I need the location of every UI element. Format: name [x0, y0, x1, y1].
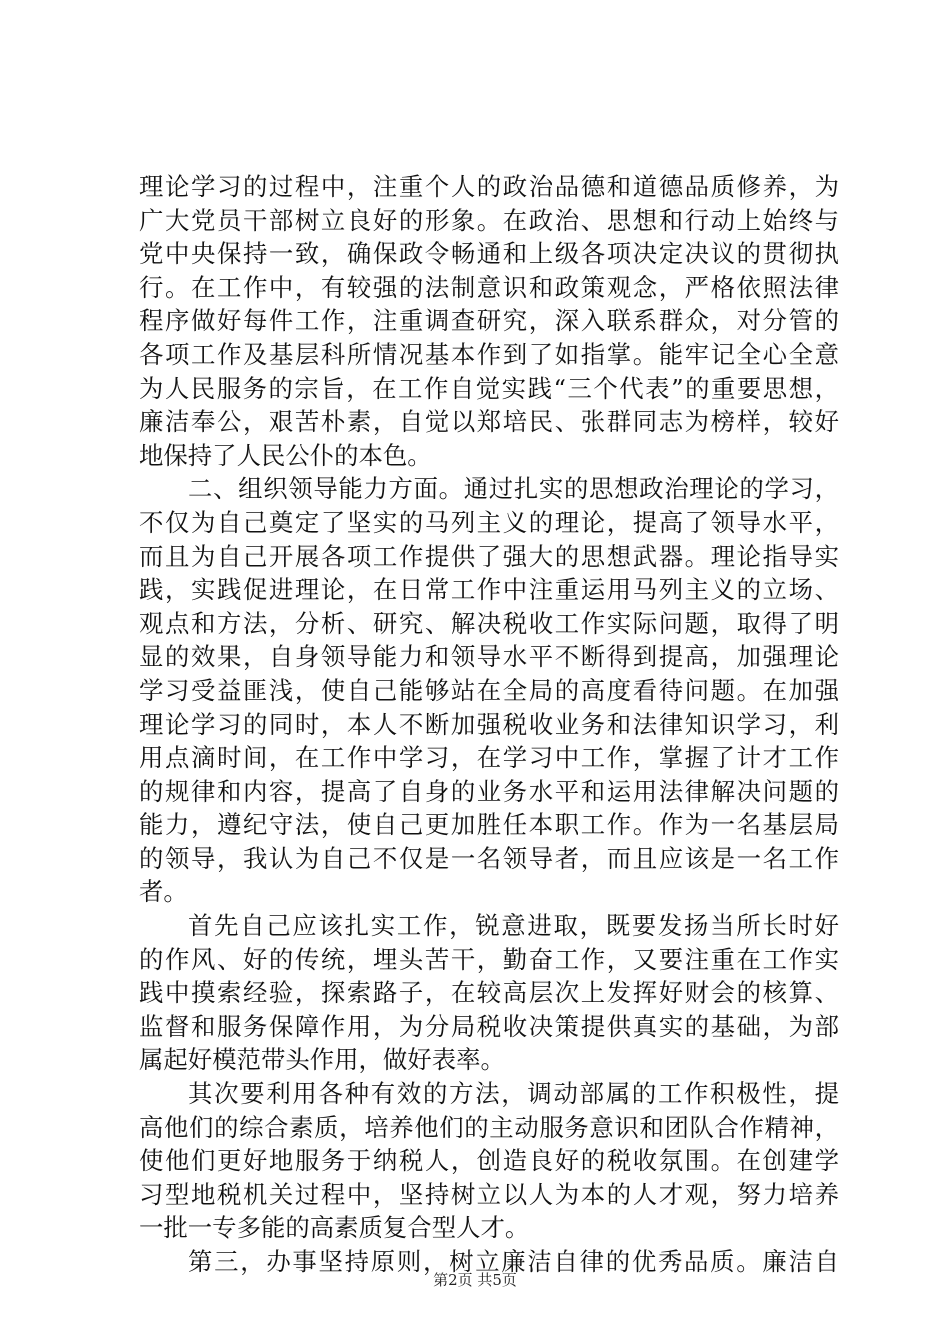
text-line: 广大党员干部树立良好的形象。在政治、思想和行动上始终与 [139, 205, 839, 235]
text-line: 践，实践促进理论，在日常工作中注重运用马列主义的立场、 [139, 575, 839, 605]
text-line: 学习受益匪浅，使自己能够站在全局的高度看待问题。在加强 [139, 675, 839, 705]
text-line: 者。 [139, 877, 188, 907]
text-line: 使他们更好地服务于纳税人，创造良好的税收氛围。在创建学 [139, 1146, 839, 1176]
text-line: 其次要利用各种有效的方法，调动部属的工作积极性，提 [188, 1079, 839, 1109]
text-line: 党中央保持一致，确保政令畅通和上级各项决定决议的贯彻执 [139, 239, 839, 269]
text-line: 不仅为自己奠定了坚实的马列主义的理论，提高了领导水平， [139, 507, 839, 537]
text-line: 行。在工作中，有较强的法制意识和政策观念，严格依照法律 [139, 272, 839, 302]
text-line: 的作风、好的传统，埋头苦干，勤奋工作，又要注重在工作实 [139, 944, 839, 974]
text-line: 能力，遵纪守法，使自己更加胜任本职工作。作为一名基层局 [139, 810, 839, 840]
text-line: 首先自己应该扎实工作，锐意进取，既要发扬当所长时好 [188, 911, 839, 941]
text-line: 习型地税机关过程中，坚持树立以人为本的人才观，努力培养 [139, 1179, 839, 1209]
text-line: 而且为自己开展各项工作提供了强大的思想武器。理论指导实 [139, 541, 839, 571]
text-line: 廉洁奉公，艰苦朴素，自觉以郑培民、张群同志为榜样，较好 [139, 407, 839, 437]
text-line: 一批一专多能的高素质复合型人才。 [139, 1213, 530, 1243]
text-line: 监督和服务保障作用，为分局税收决策提供真实的基础，为部 [139, 1011, 839, 1041]
text-line: 地保持了人民公仆的本色。 [139, 440, 432, 470]
text-line: 为人民服务的宗旨，在工作自觉实践“三个代表”的重要思想， [139, 373, 839, 403]
text-line: 践中摸索经验，探索路子，在较高层次上发挥好财会的核算、 [139, 978, 839, 1008]
text-line: 理论学习的过程中，注重个人的政治品德和道德品质修养，为 [139, 172, 839, 201]
text-line: 显的效果，自身领导能力和领导水平不断得到提高，加强理论 [139, 642, 839, 672]
text-line: 的规律和内容，提高了自身的业务水平和运用法律解决问题的 [139, 776, 839, 806]
text-line: 用点滴时间，在工作中学习，在学习中工作，掌握了计才工作 [139, 743, 839, 773]
page-footer: 第2页 共5页 [433, 1271, 517, 1289]
text-line: 二、组织领导能力方面。通过扎实的思想政治理论的学习， [188, 474, 839, 504]
text-line: 各项工作及基层科所情况基本作到了如指掌。能牢记全心全意 [139, 339, 839, 369]
text-line: 理论学习的同时，本人不断加强税收业务和法律知识学习，利 [139, 709, 839, 739]
text-line: 第三，办事坚持原则，树立廉洁自律的优秀品质。廉洁自 [188, 1247, 839, 1276]
text-line: 观点和方法，分析、研究、解决税收工作实际问题，取得了明 [139, 608, 839, 638]
text-line: 程序做好每件工作，注重调查研究，深入联系群众，对分管的 [139, 306, 839, 336]
text-line: 属起好模范带头作用，做好表率。 [139, 1045, 505, 1075]
text-line: 的领导，我认为自己不仅是一名领导者，而且应该是一名工作 [139, 843, 839, 873]
body-text [139, 170, 839, 1279]
text-line: 高他们的综合素质，培养他们的主动服务意识和团队合作精神， [139, 1112, 839, 1142]
